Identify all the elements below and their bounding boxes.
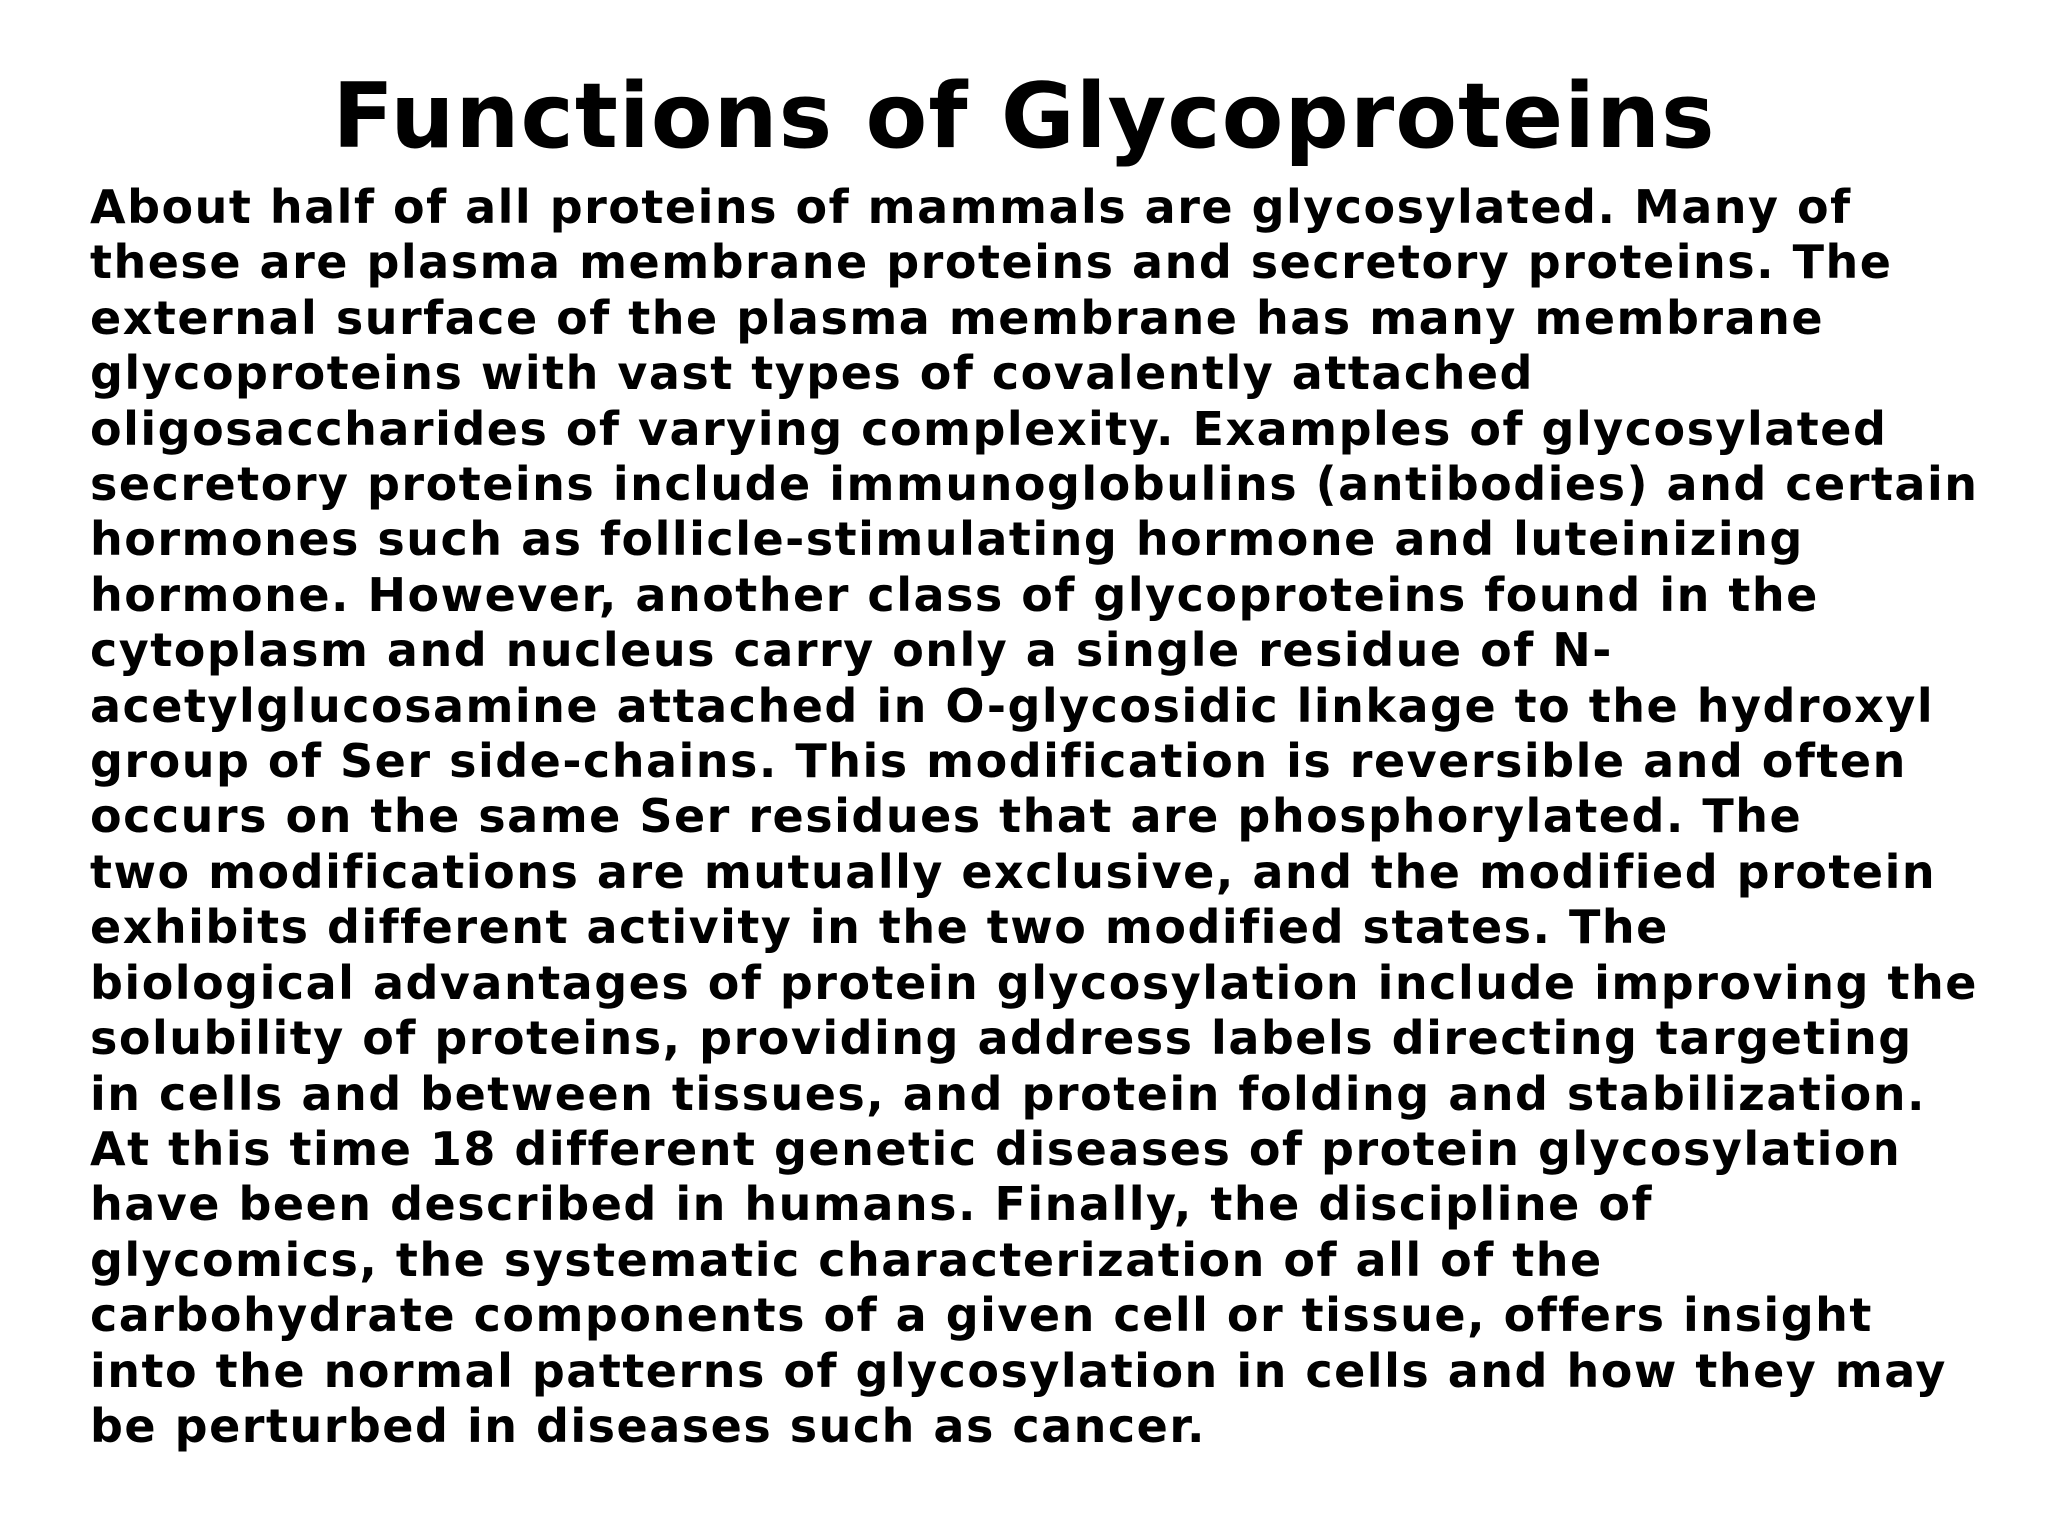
body-line: external surface of the plasma membrane has many membrane: [90, 290, 1825, 345]
body-line: About half of all proteins of mammals are glycosylated. Many of: [90, 180, 1852, 234]
body-line: carbohydrate components of a given cell or tissue, offers insight: [90, 1288, 1873, 1343]
body-line: At this time 18 different genetic diseases of protein glycosylation: [90, 1121, 1902, 1176]
body-line: hormone. However, another class of glycoproteins found in the: [90, 567, 1819, 622]
body-line: have been described in humans. Finally, the discipline of: [90, 1177, 1654, 1232]
body-line: occurs on the same Ser residues that are phosphorylated. The: [90, 789, 1803, 844]
body-text: [90, 180, 2010, 1454]
body-line: glycoproteins with vast types of covalently attached: [90, 346, 1534, 401]
body-line: cytoplasm and nucleus carry only a single residue of N-: [90, 623, 1613, 678]
body-line: oligosaccharides of varying complexity. Examples of glycosylated: [90, 401, 1888, 456]
body-line: glycomics, the systematic characterization of all of the: [90, 1232, 1603, 1287]
slide-title: Functions of Glycoproteins: [332, 64, 1716, 169]
body-line: group of Ser side-chains. This modification is reversible and often: [90, 734, 1907, 789]
body-line: in cells and between tissues, and protein folding and stabilization.: [90, 1066, 1926, 1121]
body-line: acetylglucosamine attached in O-glycosidic linkage to the hydroxyl: [90, 678, 1935, 733]
body-line: secretory proteins include immunoglobulins (antibodies) and certain: [90, 457, 1979, 512]
body-line: hormones such as follicle-stimulating hormone and luteinizing: [90, 512, 1804, 567]
body-line: two modifications are mutually exclusive, and the modified protein: [90, 844, 1937, 899]
body-line: biological advantages of protein glycosylation include improving the: [90, 955, 1978, 1010]
body-line: these are plasma membrane proteins and secretory proteins. The: [90, 235, 1893, 290]
body-line: be perturbed in diseases such as cancer.: [90, 1398, 1206, 1453]
body-line: solubility of proteins, providing address labels directing targeting: [90, 1011, 1913, 1066]
body-line: exhibits different activity in the two modified states. The: [90, 900, 1669, 955]
body-line: into the normal patterns of glycosylation in cells and how they may: [90, 1343, 1947, 1398]
